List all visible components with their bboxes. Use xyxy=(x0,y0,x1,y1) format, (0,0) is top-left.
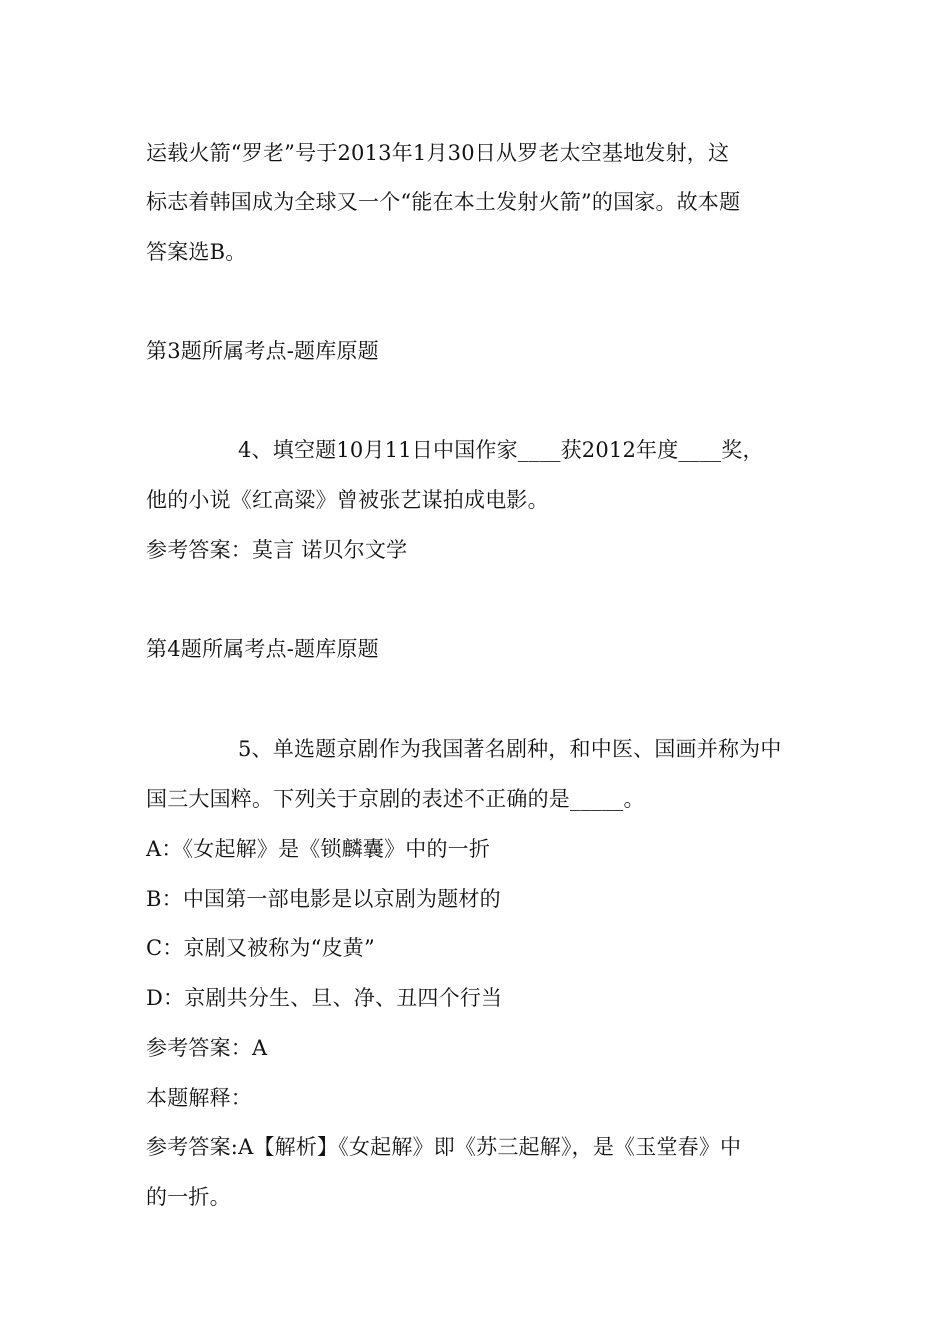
q4-question-line-1: 4、填空题10月11日中国作家____获2012年度____奖， xyxy=(238,438,764,462)
q4-question-line-2: 他的小说《红高粱》曾被张艺谋拍成电影。 xyxy=(146,488,549,512)
q5-question-line-1: 5、单选题京剧作为我国著名剧种，和中医、国画并称为中 xyxy=(238,737,782,761)
q5-explanation-label: 本题解释： xyxy=(146,1086,252,1110)
q3-explanation-line-1: 运载火箭“罗老”号于2013年1月30日从罗老太空基地发射，这 xyxy=(146,141,730,165)
q5-option-c: C：京剧又被称为“皮黄” xyxy=(146,936,375,960)
q5-answer: 参考答案：A xyxy=(146,1036,268,1060)
q5-explanation-line-1: 参考答案:A【解析】《女起解》即《苏三起解》，是《玉堂春》中 xyxy=(146,1135,742,1159)
q3-explanation-line-3: 答案选B。 xyxy=(146,240,247,264)
q5-option-d: D：京剧共分生、旦、净、丑四个行当 xyxy=(146,986,503,1010)
q4-topic: 第4题所属考点-题库原题 xyxy=(146,637,379,661)
q5-explanation-line-2: 的一折。 xyxy=(146,1185,231,1209)
q4-answer: 参考答案：莫言 诺贝尔文学 xyxy=(146,538,408,562)
q5-question-line-2: 国三大国粹。下列关于京剧的表述不正确的是_____。 xyxy=(146,787,645,811)
q5-option-a: A：《女起解》是《锁麟囊》中的一折 xyxy=(146,837,491,861)
q3-topic: 第3题所属考点-题库原题 xyxy=(146,339,379,363)
q3-explanation-line-2: 标志着韩国成为全球又一个“能在本土发射火箭”的国家。故本题 xyxy=(146,190,741,214)
q5-option-b: B：中国第一部电影是以京剧为题材的 xyxy=(146,887,501,911)
